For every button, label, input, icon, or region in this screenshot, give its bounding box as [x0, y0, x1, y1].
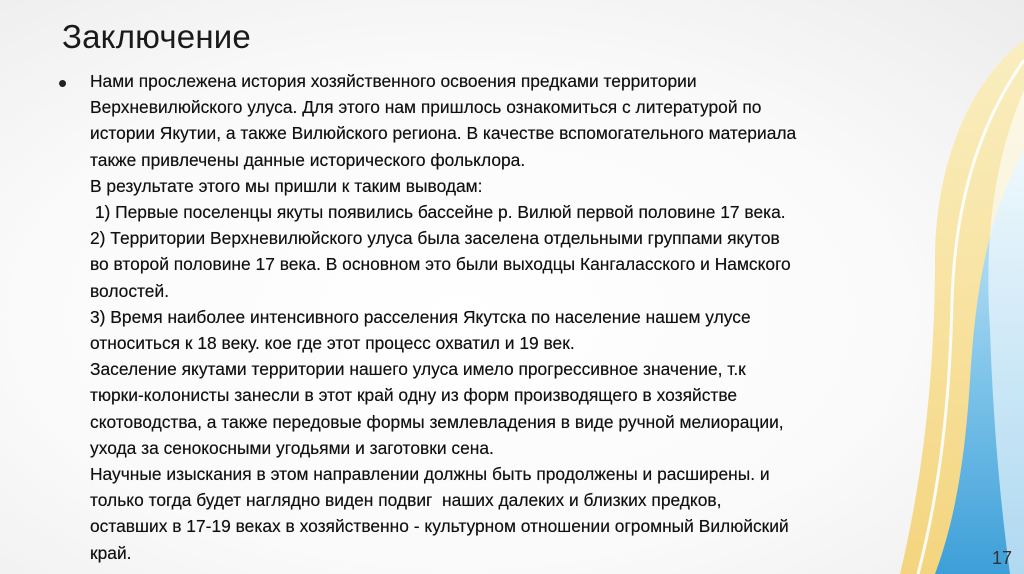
- page-number: 17: [992, 548, 1013, 568]
- bullet-marker: •: [58, 68, 68, 98]
- body-paragraph: Нами прослежена история хозяйственного освоения предками территории Верхневилюйского улуса. Для этого нам пришлось ознакомиться с литературой по истории Якутии, а также Вилюйского региона. В качестве вспомогательного материала также привлечены данные исторического фольклора. В результате этого мы пришли к таким выводам: 1) Первые поселенцы якуты появились бассейне р. Вилюй первой половине 17 века. 2) Территории Верхневилюйского улуса была заселена отдельными группами якутов во второй половине 17 века. В основном это были выходцы Кангаласского и Намского волостей. 3) Время наиболее интенсивного расселения Якутска по население нашем улусе относиться к 18 веку. кое где этот процесс охватил и 19 век. Заселение якутами территории нашего улуса имело прогрессивное значение, т.к тюрки-колонисты занесли в этот край одну из форм производящего в хозяйстве скотоводства, а также передовые формы землевладения в виде ручной мелиорации, ухода за сенокосными угодьями и заготовки сена. Научные изыскания в этом направлении должны быть продолжены и расширены. и только тогда будет наглядно виден подвиг наших далеких и близких предков, оставших в 17-19 веках в хозяйственно - культурном отношении огромный Вилюйский край.: [90, 71, 797, 563]
- slide-title: Заключение: [62, 18, 251, 55]
